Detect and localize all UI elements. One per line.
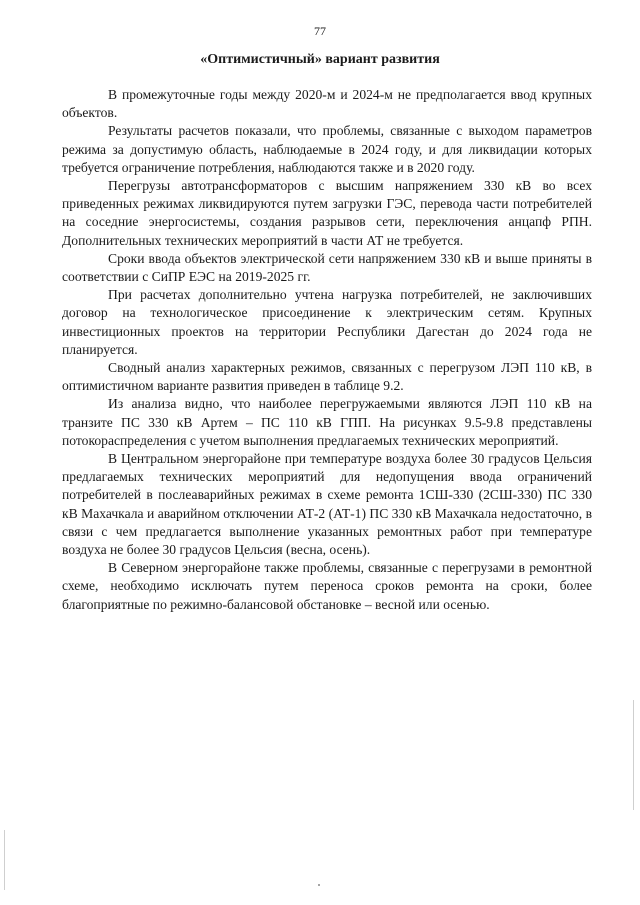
- section-heading: «Оптимистичный» вариант развития: [200, 52, 440, 67]
- page-number: 77: [314, 24, 326, 38]
- paragraph: В Северном энергорайоне также проблемы, связанные с перегрузами в ремонтной схеме, необходимо исключать путем переноса сроков ремонта на сроки, более благоприятные по режимно-балансовой обстановке – весной или осенью.: [62, 560, 592, 612]
- paragraph: Из анализа видно, что наиболее перегружаемыми являются ЛЭП 110 кВ на транзите ПС 330 кВ Артем – ПС 110 кВ ГПП. На рисунках 9.5-9.8 представлены потокораспределения с учетом выполнения предлагаемых технических мероприятий.: [62, 396, 592, 448]
- paragraph: Результаты расчетов показали, что проблемы, связанные с выходом параметров режима за допустимую область, наблюдаемые в 2024 году, и для ликвидации которых требуется ограничение потребления, наблюдаются также и в 2020 году.: [62, 123, 592, 175]
- paragraph: В промежуточные годы между 2020-м и 2024-м не предполагается ввод крупных объектов.: [62, 87, 592, 121]
- paragraph: Сводный анализ характерных режимов, связанных с перегрузом ЛЭП 110 кВ, в оптимистичном варианте развития приведен в таблице 9.2.: [62, 360, 592, 394]
- body-text: [62, 86, 592, 614]
- paragraph: При расчетах дополнительно учтена нагрузка потребителей, не заключивших договор на технологическое присоединение к электрическим сетям. Крупных инвестиционных проектов на территории Республики Дагестан до 2024 года не планируется.: [62, 287, 592, 357]
- scan-speck: [318, 884, 320, 886]
- paragraph: Сроки ввода объектов электрической сети напряжением 330 кВ и выше приняты в соответствии с СиПР ЕЭС на 2019-2025 гг.: [62, 250, 592, 285]
- scan-edge-mark: [4, 830, 5, 890]
- paragraph: Перегрузы автотрансформаторов с высшим напряжением 330 кВ во всех приведенных режимах ликвидируются путем загрузки ГЭС, перевода части потребителей на соседние энергосистемы, создания разрывов сети, переключения анцапф РПН. Дополнительных технических мероприятий в части АТ не требуется.: [62, 178, 592, 248]
- paragraph: В Центральном энергорайоне при температуре воздуха более 30 градусов Цельсия предлагаемых технических мероприятий для недопущения ввода ограничений потребителей в послеаварийных режимах в схеме ремонта 1СШ-330 (2СШ-330) ПС 330 кВ Махачкала и аварийном отключении АТ-2 (АТ-1) ПС 330 кВ Махачкала недостаточно, в связи с чем предлагается выполнение указанных ремонтных работ при температуре воздуха не более 30 градусов Цельсия (весна, осень).: [62, 451, 592, 558]
- scan-edge-mark: [633, 700, 634, 810]
